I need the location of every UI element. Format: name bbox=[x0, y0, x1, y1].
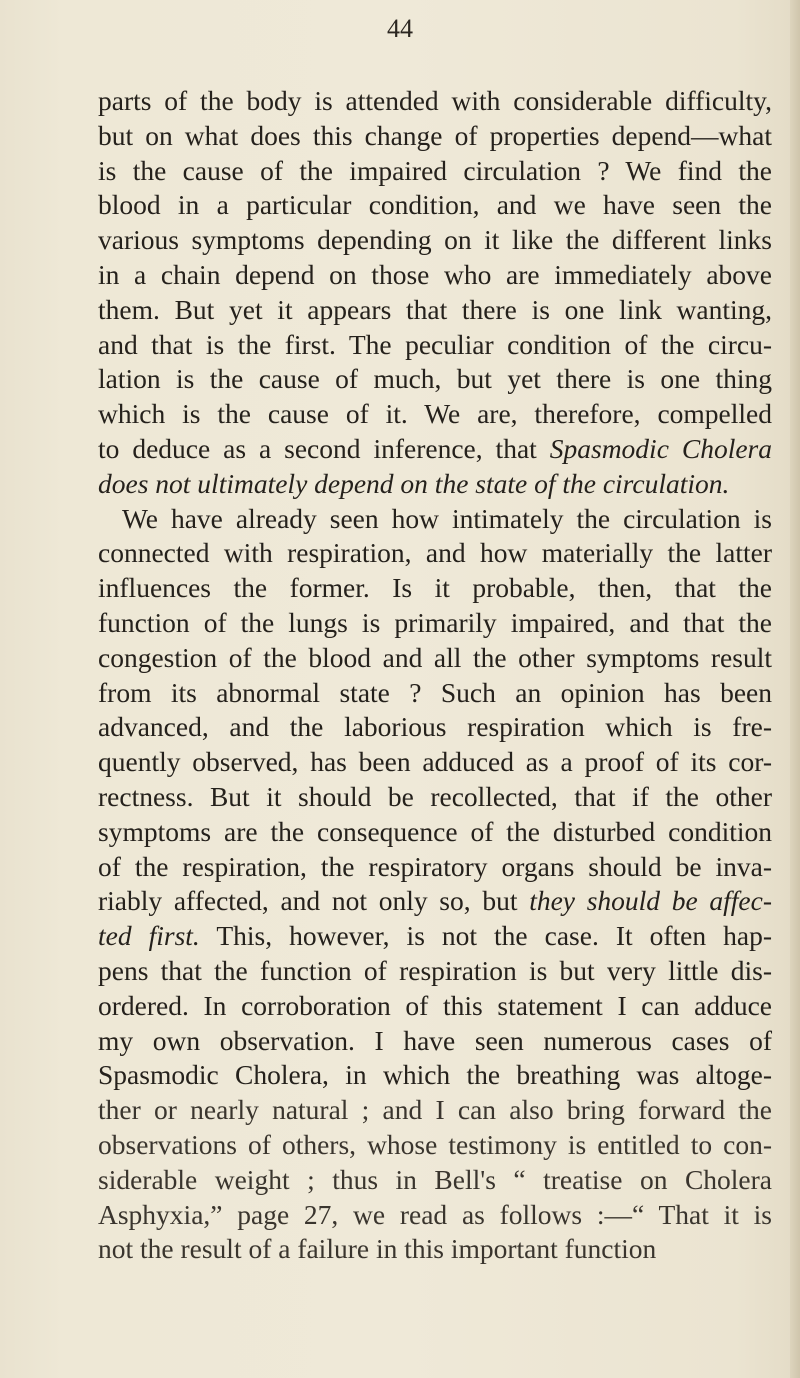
text-line bbox=[98, 919, 772, 954]
text-line: advanced, and the laborious respiration which is fre- bbox=[98, 711, 772, 743]
paragraph-start-line: We have already seen how intimately the circulation is bbox=[122, 502, 772, 534]
text-line: in a chain depend on those who are immediately above bbox=[98, 258, 772, 290]
text-line: ther or nearly natural ; and I can also bring forward the bbox=[98, 1094, 772, 1126]
text-line: various symptoms depending on it like the different links bbox=[98, 224, 772, 256]
text-line: parts of the body is attended with considerable difficulty, bbox=[98, 85, 772, 116]
text-line: connected with respiration, and how materially the latter bbox=[98, 537, 772, 569]
text-line: blood in a particular condition, and we have seen the bbox=[98, 189, 772, 221]
text-line: from its abnormal state ? Such an opinion has been bbox=[98, 676, 772, 708]
text-line: is the cause of the impaired circulation ? We find the bbox=[98, 154, 772, 186]
text-line: which is the cause of it. We are, therefore, compelled bbox=[98, 398, 772, 430]
page-number: 44 bbox=[387, 14, 413, 43]
italic-segment: ted first. bbox=[98, 920, 200, 952]
text-line: pens that the function of respiration is but very little dis- bbox=[98, 954, 772, 986]
text-line: not the result of a failure in this important function bbox=[98, 1233, 657, 1265]
text-line bbox=[98, 432, 772, 467]
italic-segment: Spasmodic Cholera bbox=[549, 432, 772, 464]
text-line: Spasmodic Cholera, in which the breathing was altoge- bbox=[98, 1059, 772, 1091]
text-line: quently observed, has been adduced as a proof of its cor- bbox=[98, 746, 772, 778]
text-segment: riably affected, and not only so, but bbox=[98, 885, 518, 917]
text-line: my own observation. I have seen numerous cases of bbox=[98, 1024, 772, 1056]
text-line: congestion of the blood and all the other symptoms result bbox=[98, 641, 772, 673]
text-line: observations of others, whose testimony is entitled to con- bbox=[98, 1128, 772, 1160]
text-line: of the respiration, the respiratory organs should be inva- bbox=[98, 850, 772, 882]
text-line bbox=[98, 884, 772, 919]
text-line: but on what does this change of properties depend—what bbox=[98, 119, 772, 151]
text-line: function of the lungs is primarily impaired, and that the bbox=[98, 606, 772, 638]
text-segment: to deduce as a second inference, that bbox=[98, 432, 537, 464]
text-line-italic bbox=[98, 467, 772, 502]
text-line: them. But yet it appears that there is one link wanting, bbox=[98, 293, 772, 325]
text-line: influences the former. Is it probable, then, that the bbox=[98, 572, 772, 604]
body-text bbox=[98, 84, 772, 1267]
text-line: siderable weight ; thus in Bell's “ treatise on Cholera bbox=[98, 1163, 772, 1195]
text-line: rectness. But it should be recollected, that if the other bbox=[98, 780, 772, 812]
text-segment: This, however, is not the case. It often hap- bbox=[216, 920, 772, 952]
text-line: ordered. In corroboration of this statement I can adduce bbox=[98, 989, 772, 1021]
text-line: lation is the cause of much, but yet there is one thing bbox=[98, 363, 772, 395]
text-line: symptoms are the consequence of the disturbed condition bbox=[98, 815, 772, 847]
page-edge-shadow bbox=[790, 0, 800, 1378]
text-line: Asphyxia,” page 27, we read as follows :—“ That it is bbox=[98, 1198, 772, 1230]
italic-segment: they should be affec- bbox=[529, 885, 772, 917]
italic-segment: does not ultimately depend on the state of the circulation. bbox=[98, 467, 730, 499]
text-line: and that is the first. The peculiar condition of the circu- bbox=[98, 328, 772, 360]
